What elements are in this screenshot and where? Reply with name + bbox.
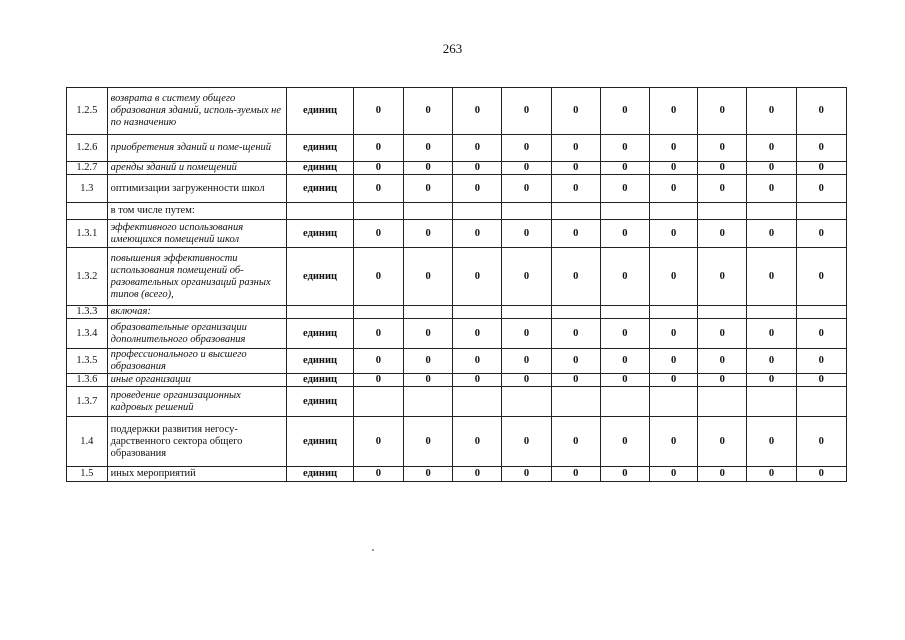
value-cell — [502, 387, 551, 417]
value-cell: 0 — [600, 374, 649, 387]
value-cell: 0 — [600, 220, 649, 248]
value-cell: 0 — [404, 349, 453, 374]
row-unit: единиц — [287, 349, 353, 374]
value-cell — [600, 306, 649, 319]
row-number: 1.5 — [67, 467, 108, 482]
value-cell: 0 — [453, 417, 502, 467]
value-cell: 0 — [404, 162, 453, 175]
value-cell: 0 — [600, 162, 649, 175]
value-cell: 0 — [698, 162, 747, 175]
row-unit: единиц — [287, 135, 353, 162]
value-cell: 0 — [650, 135, 698, 162]
value-cell: 0 — [353, 319, 403, 349]
row-unit: единиц — [287, 220, 353, 248]
data-table — [66, 87, 847, 482]
value-cell: 0 — [747, 220, 796, 248]
value-cell: 0 — [502, 162, 551, 175]
table-row — [67, 135, 847, 162]
value-cell — [747, 203, 796, 220]
value-cell: 0 — [600, 175, 649, 203]
value-cell — [698, 203, 747, 220]
table-row — [67, 349, 847, 374]
row-unit: единиц — [287, 319, 353, 349]
value-cell: 0 — [551, 175, 600, 203]
value-cell: 0 — [404, 135, 453, 162]
row-description: иных мероприятий — [107, 467, 287, 482]
value-cell: 0 — [796, 374, 846, 387]
value-cell: 0 — [502, 374, 551, 387]
value-cell: 0 — [353, 135, 403, 162]
value-cell: 0 — [650, 248, 698, 306]
row-number — [67, 203, 108, 220]
value-cell: 0 — [404, 220, 453, 248]
value-cell: 0 — [796, 88, 846, 135]
value-cell: 0 — [650, 467, 698, 482]
value-cell: 0 — [353, 88, 403, 135]
row-description: включая: — [107, 306, 287, 319]
value-cell: 0 — [502, 175, 551, 203]
value-cell: 0 — [502, 417, 551, 467]
value-cell: 0 — [747, 319, 796, 349]
value-cell: 0 — [796, 175, 846, 203]
row-description: профессионального и высшего образования — [107, 349, 287, 374]
value-cell: 0 — [551, 374, 600, 387]
value-cell: 0 — [600, 88, 649, 135]
value-cell: 0 — [650, 220, 698, 248]
value-cell: 0 — [796, 417, 846, 467]
value-cell: 0 — [353, 417, 403, 467]
value-cell: 0 — [404, 417, 453, 467]
row-description: проведение организационных кадровых решений — [107, 387, 287, 417]
value-cell — [453, 387, 502, 417]
table-row — [67, 203, 847, 220]
table-row — [67, 374, 847, 387]
value-cell: 0 — [551, 135, 600, 162]
table-row — [67, 175, 847, 203]
value-cell: 0 — [698, 248, 747, 306]
table-row — [67, 306, 847, 319]
row-number: 1.3.2 — [67, 248, 108, 306]
value-cell: 0 — [502, 220, 551, 248]
row-number: 1.3 — [67, 175, 108, 203]
value-cell: 0 — [747, 175, 796, 203]
value-cell: 0 — [453, 88, 502, 135]
value-cell — [600, 387, 649, 417]
value-cell: 0 — [453, 135, 502, 162]
row-unit: единиц — [287, 467, 353, 482]
value-cell: 0 — [698, 417, 747, 467]
value-cell: 0 — [747, 248, 796, 306]
value-cell: 0 — [796, 349, 846, 374]
table-row — [67, 220, 847, 248]
value-cell — [551, 203, 600, 220]
row-number: 1.4 — [67, 417, 108, 467]
value-cell: 0 — [698, 467, 747, 482]
value-cell: 0 — [502, 88, 551, 135]
value-cell — [747, 306, 796, 319]
value-cell: 0 — [453, 467, 502, 482]
value-cell: 0 — [650, 175, 698, 203]
value-cell: 0 — [650, 417, 698, 467]
value-cell: 0 — [404, 248, 453, 306]
value-cell: 0 — [551, 319, 600, 349]
value-cell — [747, 387, 796, 417]
value-cell — [404, 306, 453, 319]
value-cell — [502, 306, 551, 319]
value-cell: 0 — [353, 349, 403, 374]
value-cell — [353, 306, 403, 319]
value-cell: 0 — [551, 220, 600, 248]
row-unit — [287, 203, 353, 220]
row-number: 1.3.3 — [67, 306, 108, 319]
row-number: 1.3.1 — [67, 220, 108, 248]
value-cell — [796, 306, 846, 319]
value-cell: 0 — [453, 319, 502, 349]
value-cell: 0 — [600, 349, 649, 374]
value-cell: 0 — [747, 349, 796, 374]
value-cell: 0 — [747, 417, 796, 467]
row-description: приобретения зданий и поме-щений — [107, 135, 287, 162]
value-cell: 0 — [404, 88, 453, 135]
value-cell: 0 — [551, 417, 600, 467]
value-cell: 0 — [747, 162, 796, 175]
value-cell: 0 — [453, 248, 502, 306]
value-cell: 0 — [698, 135, 747, 162]
row-number: 1.2.6 — [67, 135, 108, 162]
row-number: 1.3.5 — [67, 349, 108, 374]
value-cell — [502, 203, 551, 220]
value-cell: 0 — [551, 248, 600, 306]
value-cell: 0 — [600, 467, 649, 482]
value-cell: 0 — [650, 374, 698, 387]
table-row — [67, 417, 847, 467]
value-cell: 0 — [600, 319, 649, 349]
value-cell: 0 — [747, 374, 796, 387]
value-cell: 0 — [600, 135, 649, 162]
value-cell: 0 — [600, 248, 649, 306]
value-cell: 0 — [353, 467, 403, 482]
value-cell — [453, 203, 502, 220]
value-cell — [353, 203, 403, 220]
value-cell — [796, 203, 846, 220]
value-cell: 0 — [502, 467, 551, 482]
row-description: повышения эффективности использования помещений об-разовательных организаций разных типов (всего), — [107, 248, 287, 306]
value-cell: 0 — [698, 175, 747, 203]
value-cell: 0 — [502, 135, 551, 162]
row-number: 1.2.7 — [67, 162, 108, 175]
table-row — [67, 387, 847, 417]
row-unit: единиц — [287, 162, 353, 175]
value-cell — [650, 387, 698, 417]
value-cell: 0 — [404, 175, 453, 203]
value-cell: 0 — [453, 220, 502, 248]
value-cell: 0 — [453, 349, 502, 374]
value-cell — [600, 203, 649, 220]
value-cell — [551, 306, 600, 319]
value-cell: 0 — [404, 319, 453, 349]
value-cell: 0 — [650, 88, 698, 135]
value-cell: 0 — [698, 220, 747, 248]
row-description: возврата в систему общего образования зданий, исполь-зуемых не по назначению — [107, 88, 287, 135]
value-cell: 0 — [502, 248, 551, 306]
value-cell: 0 — [747, 135, 796, 162]
value-cell: 0 — [650, 319, 698, 349]
value-cell: 0 — [796, 467, 846, 482]
value-cell: 0 — [404, 467, 453, 482]
row-description: аренды зданий и помещений — [107, 162, 287, 175]
value-cell — [353, 387, 403, 417]
value-cell: 0 — [353, 374, 403, 387]
value-cell: 0 — [747, 467, 796, 482]
row-description: оптимизации загруженности школ — [107, 175, 287, 203]
value-cell: 0 — [698, 374, 747, 387]
value-cell — [698, 387, 747, 417]
value-cell: 0 — [747, 88, 796, 135]
value-cell: 0 — [453, 175, 502, 203]
row-description: эффективного использования имеющихся помещений школ — [107, 220, 287, 248]
table-row — [67, 248, 847, 306]
row-number: 1.3.7 — [67, 387, 108, 417]
row-number: 1.3.6 — [67, 374, 108, 387]
table-row — [67, 88, 847, 135]
row-description: образовательные организации дополнительного образования — [107, 319, 287, 349]
value-cell: 0 — [551, 349, 600, 374]
value-cell — [650, 203, 698, 220]
value-cell: 0 — [698, 319, 747, 349]
value-cell: 0 — [353, 248, 403, 306]
value-cell: 0 — [353, 162, 403, 175]
row-unit: единиц — [287, 88, 353, 135]
page-number: 263 — [442, 41, 463, 56]
value-cell: 0 — [698, 349, 747, 374]
value-cell — [551, 387, 600, 417]
value-cell: 0 — [796, 319, 846, 349]
table-row — [67, 319, 847, 349]
row-unit: единиц — [287, 417, 353, 467]
row-unit: единиц — [287, 374, 353, 387]
table-row — [67, 162, 847, 175]
row-unit — [287, 306, 353, 319]
table-row — [67, 467, 847, 482]
value-cell: 0 — [551, 162, 600, 175]
value-cell: 0 — [796, 248, 846, 306]
value-cell — [404, 203, 453, 220]
row-unit: единиц — [287, 387, 353, 417]
value-cell — [453, 306, 502, 319]
value-cell — [796, 387, 846, 417]
value-cell: 0 — [404, 374, 453, 387]
row-description: поддержки развития негосу-дарственного сектора общего образования — [107, 417, 287, 467]
row-description: в том числе путем: — [107, 203, 287, 220]
value-cell: 0 — [796, 220, 846, 248]
value-cell: 0 — [353, 175, 403, 203]
row-unit: единиц — [287, 248, 353, 306]
value-cell — [650, 306, 698, 319]
value-cell — [404, 387, 453, 417]
row-number: 1.3.4 — [67, 319, 108, 349]
value-cell: 0 — [650, 349, 698, 374]
value-cell: 0 — [502, 319, 551, 349]
value-cell: 0 — [698, 88, 747, 135]
value-cell: 0 — [551, 88, 600, 135]
value-cell: 0 — [796, 162, 846, 175]
row-description: иные организации — [107, 374, 287, 387]
row-unit: единиц — [287, 175, 353, 203]
value-cell: 0 — [353, 220, 403, 248]
value-cell: 0 — [650, 162, 698, 175]
value-cell — [698, 306, 747, 319]
value-cell: 0 — [600, 417, 649, 467]
value-cell: 0 — [502, 349, 551, 374]
value-cell: 0 — [551, 467, 600, 482]
value-cell: 0 — [453, 374, 502, 387]
value-cell: 0 — [453, 162, 502, 175]
row-number: 1.2.5 — [67, 88, 108, 135]
scan-speck — [372, 549, 374, 551]
value-cell: 0 — [796, 135, 846, 162]
